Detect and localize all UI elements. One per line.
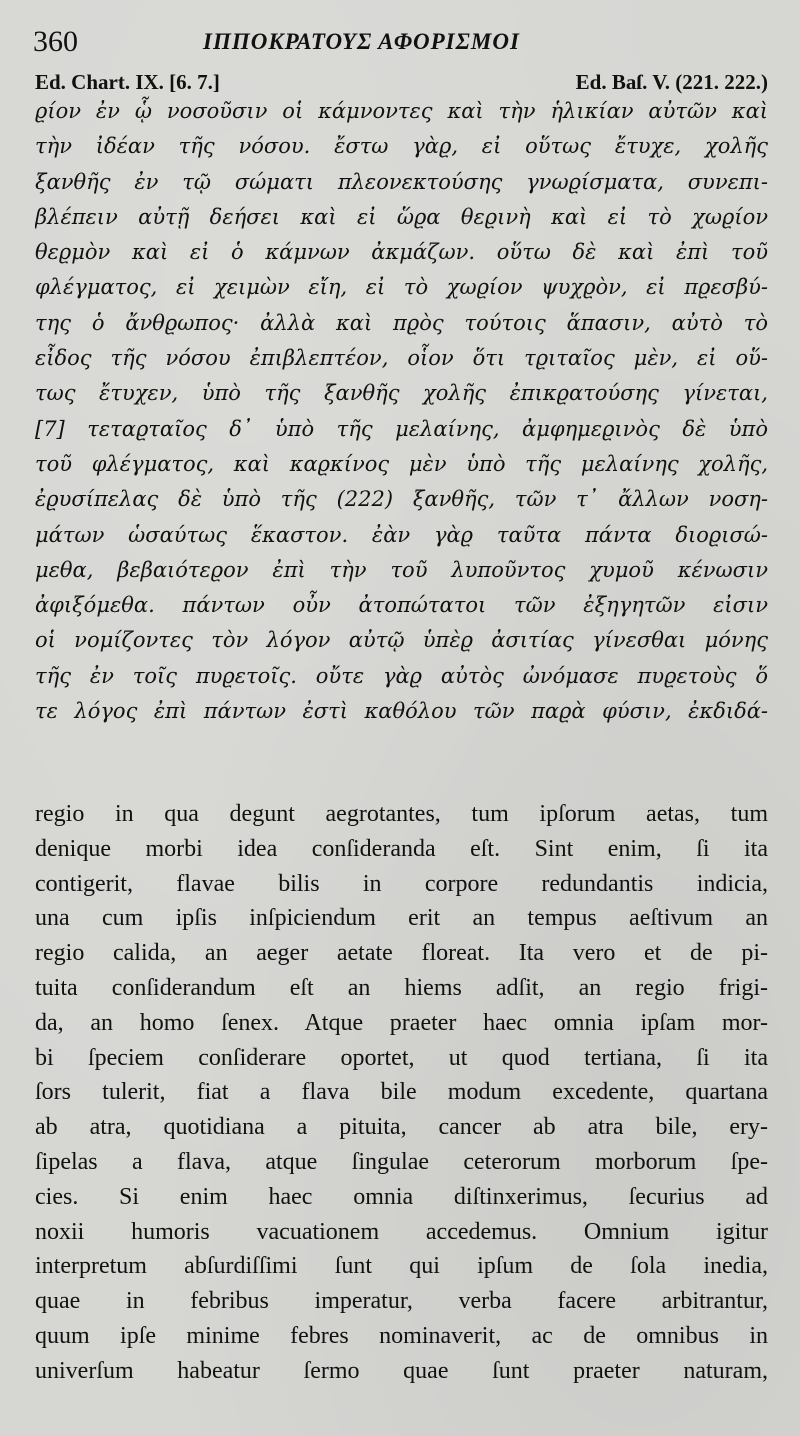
greek-line: θεϱμὸν καὶ εἰ ὁ κάμνων ἀκμάζων. οὕτω δὲ καὶ ἐπὶ τοῦ	[35, 240, 768, 265]
greek-line: ἀφιξόμεθα. πάντων οὖν ἀτοπώτατοι τῶν ἐξηγητῶν εἰσιν	[35, 593, 768, 618]
greek-line: μεθα, βεβαιότεϱον ἐπὶ τὴν τοῦ λυποῦντος χυμοῦ κένωσιν	[35, 557, 768, 582]
greek-line: της ὁ ἄνθϱωπος· ἀλλὰ καὶ πϱὸς τούτοις ἅπασιν, αὐτὸ τὸ	[35, 310, 768, 335]
latin-line: quae in febribus imperatur, verba facere arbitrantur,	[35, 1288, 768, 1315]
greek-line: [7] τεταϱταῖος δ᾽ ὑπὸ τῆς μελαίνης, ἀμφημεϱινὸς δὲ ὑπὸ	[35, 416, 768, 441]
latin-line: ſipelas a flava, atque ſingulae ceterorum morborum ſpe-	[35, 1148, 768, 1175]
page-number: 360	[33, 25, 78, 58]
greek-line: τοῦ φλέγματος, καὶ καϱκίνος μὲν ὑπὸ τῆς μελαίνης χολῆς,	[35, 451, 768, 476]
greek-line: ξανθῆς ἐν τῷ σώματι πλεονεκτούσης γνωϱίσματα, συνεπι-	[35, 169, 768, 194]
greek-line: τὴν ἰδέαν τῆς νόσου. ἔστω γὰϱ, εἰ οὕτως ἔτυχε, χολῆς	[35, 134, 768, 159]
latin-line: ſors tulerit, fiat a flava bile modum excedente, quartana	[35, 1079, 768, 1106]
latin-line: tuita conſiderandum eſt an hiems adſit, an regio frigi-	[35, 974, 768, 1001]
greek-line: μάτων ὡσαύτως ἕκαστον. ἐὰν γὰϱ ταῦτα πάντα διοϱισώ-	[35, 522, 768, 547]
latin-line: denique morbi idea conſideranda eſt. Sint enim, ſi ita	[35, 835, 768, 862]
greek-line: οἱ νομίζοντες τὸν λόγον αὐτῷ ὑπὲϱ ἀσιτίας γίνεσθαι μόνης	[35, 628, 768, 653]
latin-line: univerſum habeatur ſermo quae ſunt praeter naturam,	[35, 1357, 768, 1384]
greek-line: τε λόγος ἐπὶ πάντων ἐστὶ καθόλου τῶν παϱὰ φύσιν, ἐκδιδά-	[35, 699, 768, 724]
edition-reference-basel: Ed. Baſ. V. (221. 222.)	[575, 70, 768, 94]
latin-line: quum ipſe minime febres nominaverit, ac de omnibus in	[35, 1322, 768, 1349]
latin-line: da, an homo ſenex. Atque praeter haec omnia ipſam mor-	[35, 1009, 768, 1036]
latin-line: regio calida, an aeger aetate floreat. Ita vero et de pi-	[35, 940, 768, 967]
greek-line: τῆς ἐν τοῖς πυϱετοῖς. οὔτε γὰϱ αὐτὸς ὠνόμασε πυϱετοὺς ὅ	[35, 663, 768, 688]
latin-line: noxii humoris vacuationem accedemus. Omnium igitur	[35, 1218, 768, 1245]
page-header	[0, 22, 800, 62]
latin-line: regio in qua degunt aegrotantes, tum ipſorum aetas, tum	[35, 801, 768, 827]
greek-line: φλέγματος, εἰ χειμὼν εἴη, εἰ τὸ χωϱίον ψυχϱὸν, εἰ πϱεσβύ-	[35, 275, 768, 300]
greek-line: ἐϱυσίπελας δὲ ὑπὸ τῆς (222) ξανθῆς, τῶν τ᾽ ἄλλων νοση-	[35, 487, 768, 512]
latin-text-block	[35, 797, 768, 1389]
latin-line: cies. Si enim haec omnia diſtinxerimus, ſecurius ad	[35, 1183, 768, 1210]
greek-line: βλέπειν αὐτῇ δεήσει καὶ εἰ ὥϱα θεϱινὴ καὶ εἰ τὸ χωϱίον	[35, 204, 768, 229]
latin-line: una cum ipſis inſpiciendum erit an tempus aeſtivum an	[35, 905, 768, 932]
greek-text-block	[35, 94, 768, 729]
running-title: ΙΠΠΟΚΡΑΤΟΥΣ ΑΦΟΡΙΣΜΟΙ	[203, 29, 520, 54]
greek-line: τως ἔτυχεν, ὑπὸ τῆς ξανθῆς χολῆς ἐπικϱατούσης γίνεται,	[35, 381, 768, 406]
greek-line: ϱίον ἐν ᾧ νοσοῦσιν οἱ κάμνοντες καὶ τὴν ἡλικίαν αὐτῶν καὶ	[35, 99, 768, 123]
latin-line: interpretum abſurdiſſimi ſunt qui ipſum de ſola inedia,	[35, 1253, 768, 1280]
greek-line: εἶδος τῆς νόσου ἐπιβλεπτέον, οἷον ὅτι τϱιταῖος μὲν, εἰ οὕ-	[35, 346, 768, 371]
latin-line: contigerit, flavae bilis in corpore redundantis indicia,	[35, 870, 768, 897]
latin-line: ab atra, quotidiana a pituita, cancer ab atra bile, ery-	[35, 1114, 768, 1141]
edition-reference-chart: Ed. Chart. IX. [6. 7.]	[35, 70, 220, 94]
latin-line: bi ſpeciem conſiderare oportet, ut quod tertiana, ſi ita	[35, 1044, 768, 1071]
